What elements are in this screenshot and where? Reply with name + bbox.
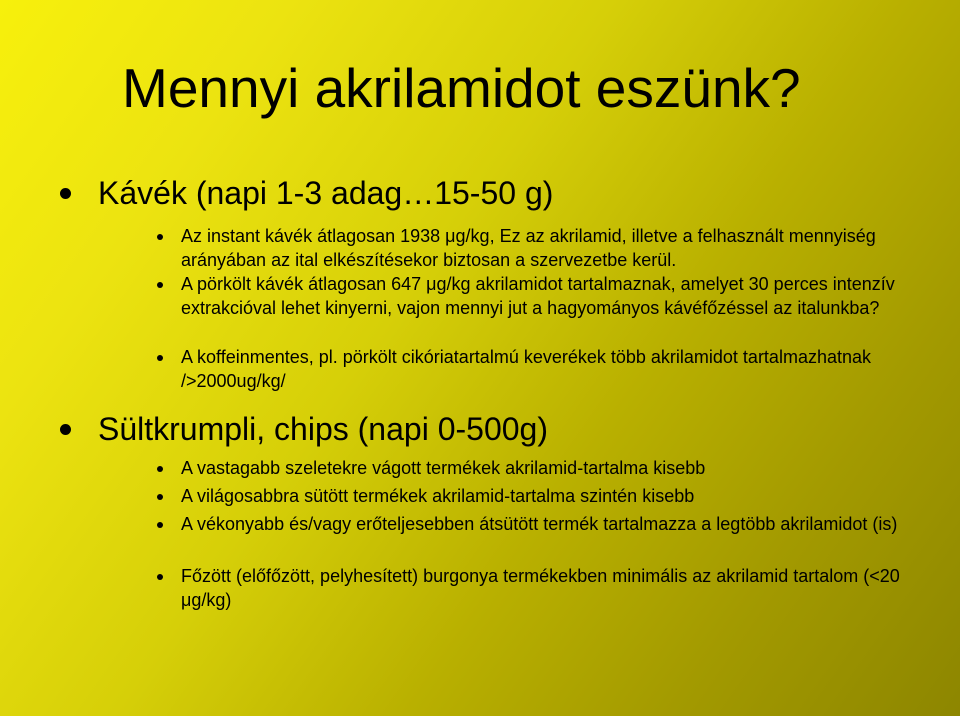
bullet-coffee [98, 174, 553, 212]
sub-bullet [181, 224, 921, 272]
bullet-heading: Sültkrumpli, chips (napi 0-500g) [98, 411, 548, 447]
sub-bullet-text: A világosabbra sütött termékek akrilamid-tartalma szintén kisebb [181, 486, 695, 506]
sub-bullet [181, 456, 921, 480]
bullet-heading: Kávék (napi 1-3 adag…15-50 g) [98, 175, 554, 211]
bullet-dot-icon [60, 188, 71, 199]
sub-bullet-text: Az instant kávék átlagosan 1938 μg/kg, Ez az akrilamid, illetve a felhasznált mennyiség arányában az ital elkészítésekor biztosan a szervezetbe kerül. [181, 226, 876, 270]
bullet-dot-icon [157, 494, 163, 500]
bullet-dot-icon [157, 574, 163, 580]
slide-title: Mennyi akrilamidot eszünk? [122, 57, 801, 119]
sub-bullet-text: A koffeinmentes, pl. pörkölt cikóriatartalmú keverékek több akrilamidot tartalmazhatnak />2000ug/kg/ [181, 347, 871, 391]
bullet-dot-icon [157, 466, 163, 472]
bullet-dot-icon [157, 522, 163, 528]
sub-bullet [181, 484, 921, 508]
sub-bullet [181, 272, 921, 320]
sub-bullet [181, 345, 921, 393]
bullet-dot-icon [157, 234, 163, 240]
sub-bullet-text: A pörkölt kávék átlagosan 647 μg/kg akrilamidot tartalmaznak, amelyet 30 perces intenzív extrakcióval lehet kinyerni, vajon mennyi jut a hagyományos kávéfőzéssel az italunkba? [181, 274, 895, 318]
sub-bullet-text: A vékonyabb és/vagy erőteljesebben átsütött termék tartalmazza a legtöbb akrilamidot (is) [181, 514, 898, 534]
sub-bullet-text: A vastagabb szeletekre vágott termékek akrilamid-tartalma kisebb [181, 458, 706, 478]
bullet-dot-icon [157, 355, 163, 361]
bullet-dot-icon [60, 424, 71, 435]
sub-bullet [181, 512, 921, 536]
bullet-dot-icon [157, 282, 163, 288]
sub-bullet [181, 564, 921, 612]
sub-bullet-text: Főzött (előfőzött, pelyhesített) burgonya termékekben minimális az akrilamid tartalom (<20 μg/kg) [181, 566, 900, 610]
bullet-fries [98, 410, 548, 448]
